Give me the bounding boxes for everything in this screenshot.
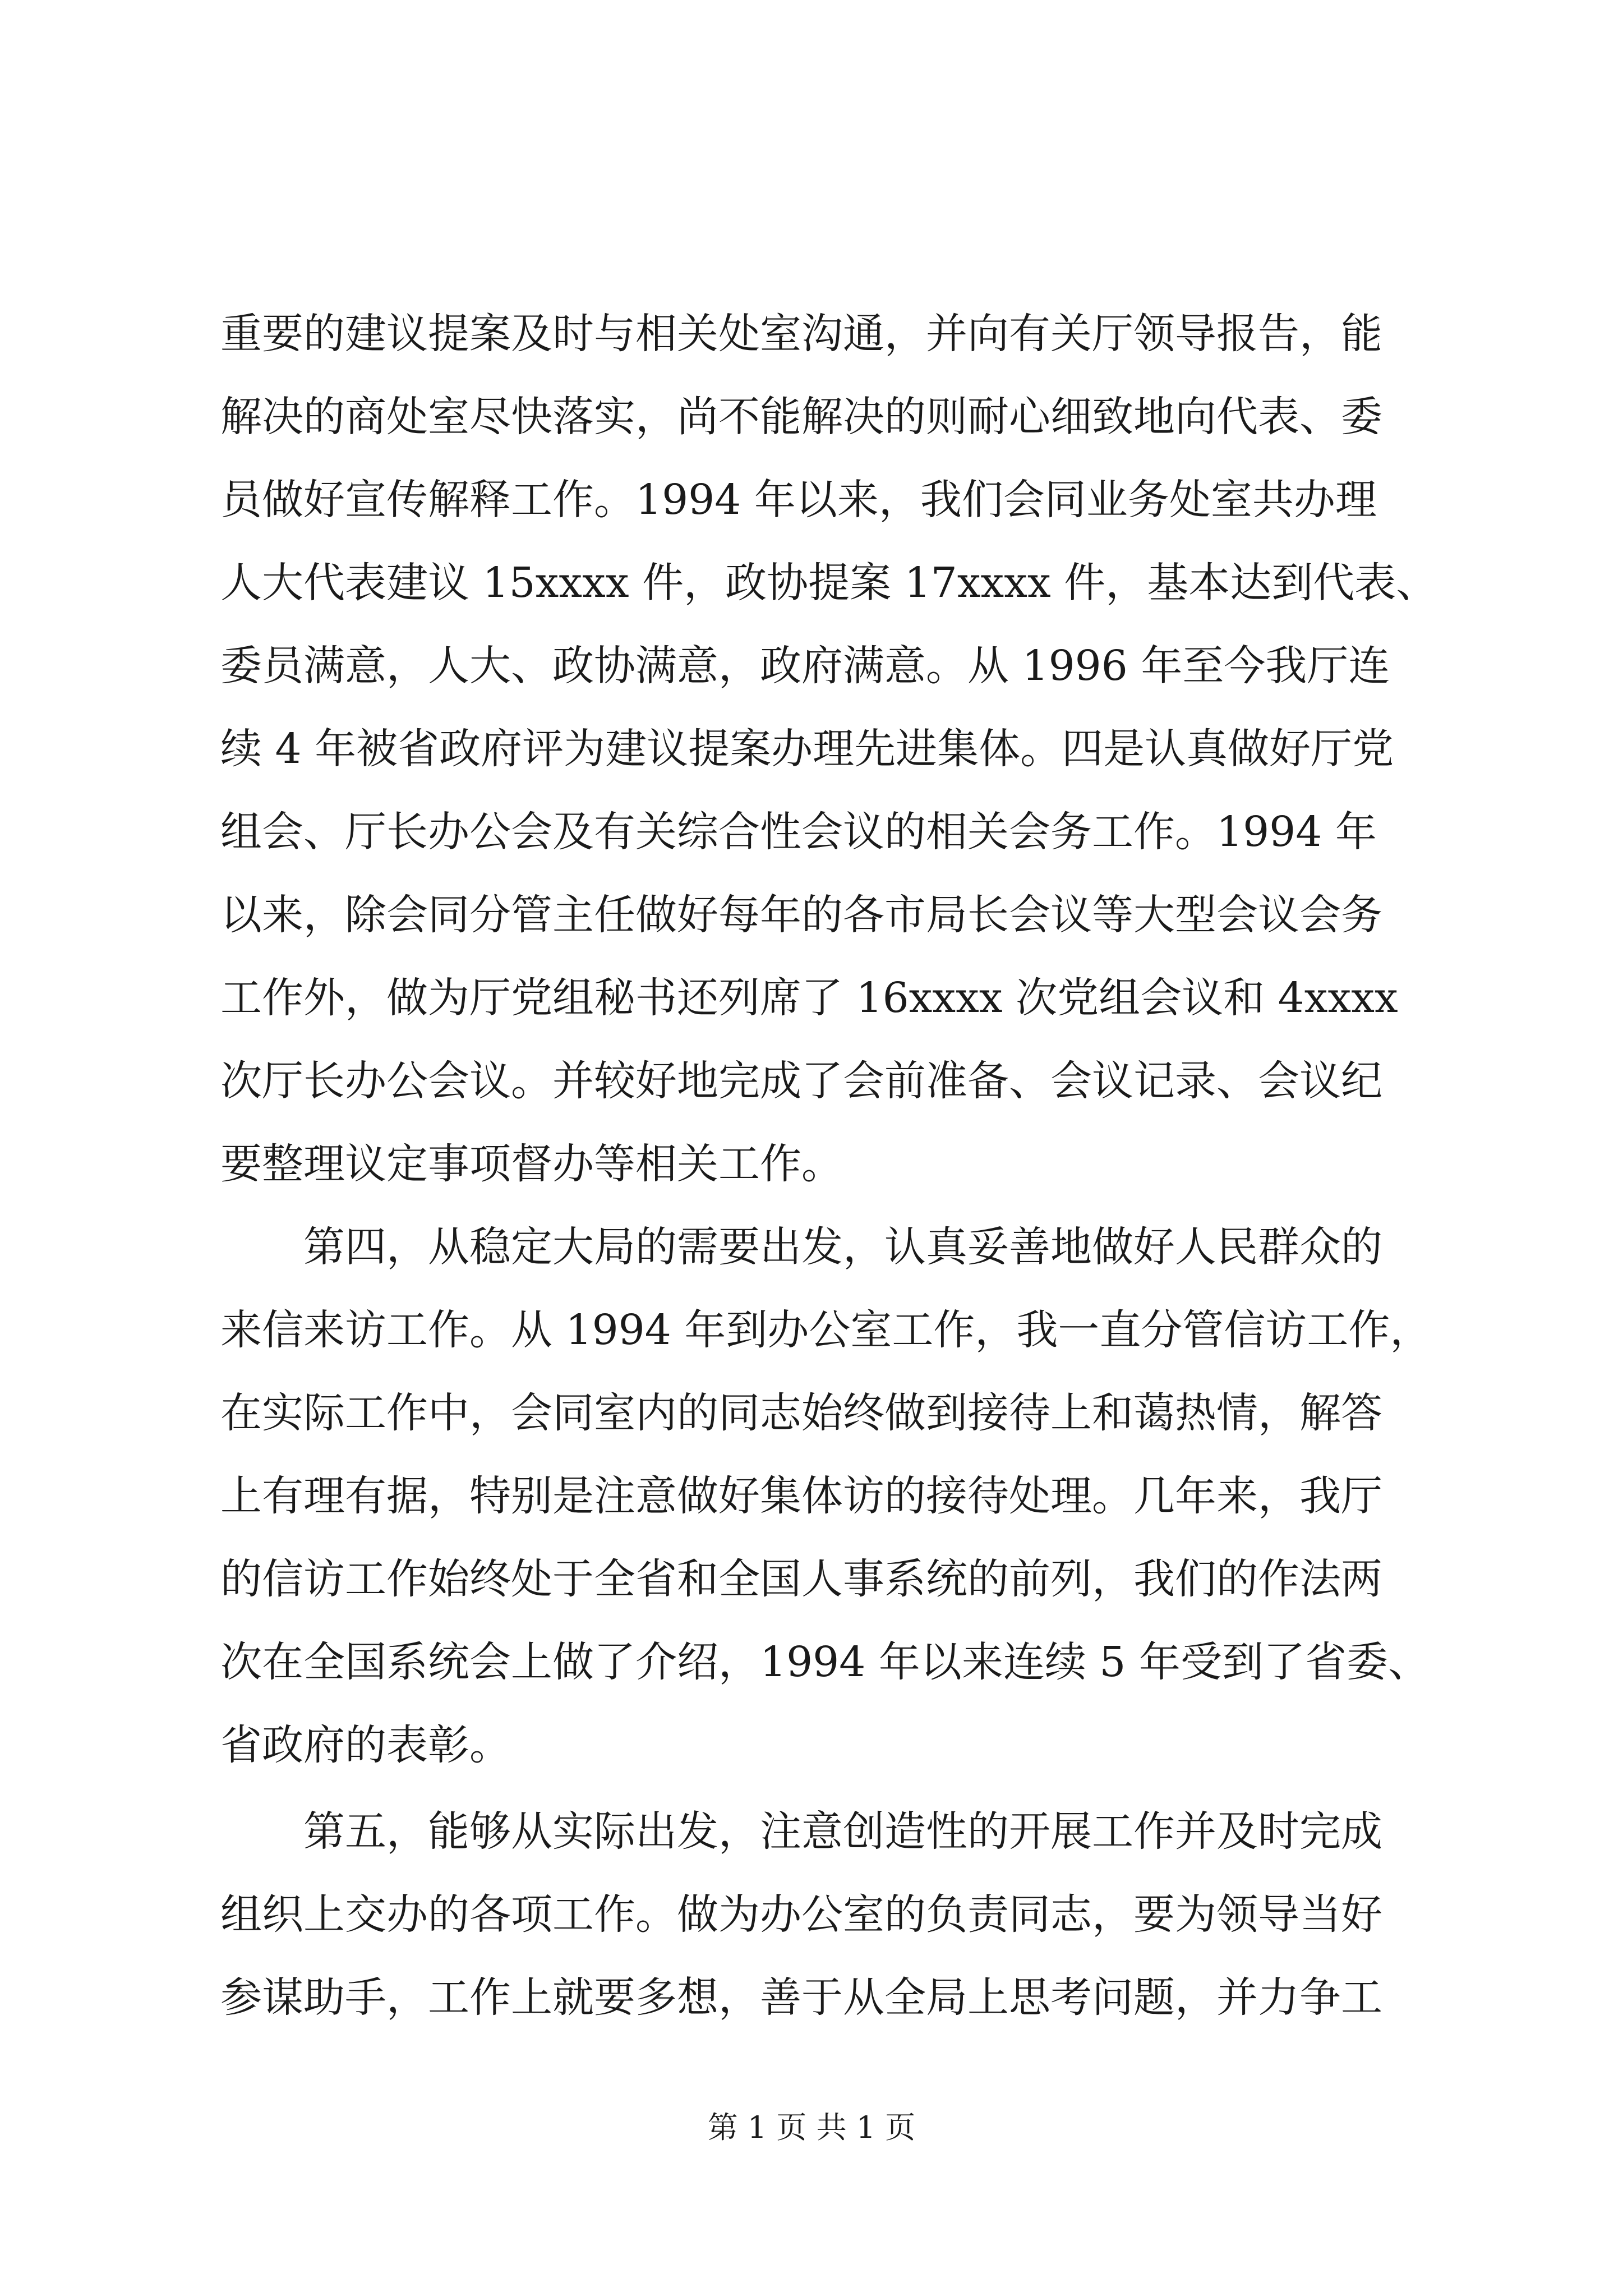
text-line: 参谋助手，工作上就要多想，善于从全局上思考问题，并力争工 [220,1973,1382,2022]
text-line: 员做好宣传解释工作。1994 年以来，我们会同业务处室共办理 [220,476,1377,524]
text-line: 人大代表建议 15xxxx 件，政协提案 17xxxx 件，基本达到代表、 [220,559,1438,607]
text-line: 次厅长办公会议。并较好地完成了会前准备、会议记录、会议纪 [220,1057,1382,1105]
text-line: 组会、厅长办公会及有关综合性会议的相关会务工作。1994 年 [220,808,1377,856]
paragraph-first-line: 第四，从稳定大局的需要出发，认真妥善地做好人民群众的 [303,1223,1382,1271]
text-line: 的信访工作始终处于全省和全国人事系统的前列，我们的作法两 [220,1555,1382,1603]
text-line: 要整理议定事项督办等相关工作。 [220,1140,843,1188]
text-line: 重要的建议提案及时与相关处室沟通，并向有关厅领导报告，能 [220,310,1382,358]
page-footer: 第 1 页 共 1 页 [707,2110,916,2145]
text-line: 来信来访工作。从 1994 年到办公室工作，我一直分管信访工作， [220,1306,1432,1354]
text-line: 省政府的表彰。 [220,1721,511,1769]
text-line: 组织上交办的各项工作。做为办公室的负责同志，要为领导当好 [220,1890,1382,1939]
text-line: 以来，除会同分管主任做好每年的各市局长会议等大型会议会务 [220,891,1382,939]
text-line: 在实际工作中，会同室内的同志始终做到接待上和蔼热情，解答 [220,1389,1382,1437]
text-line: 上有理有据，特别是注意做好集体访的接待处理。几年来，我厅 [220,1472,1382,1520]
text-line: 委员满意，人大、政协满意，政府满意。从 1996 年至今我厅连 [220,642,1390,690]
text-line: 续 4 年被省政府评为建议提案办理先进集体。四是认真做好厅党 [220,725,1394,773]
text-line: 解决的商处室尽快落实，尚不能解决的则耐心细致地向代表、委 [220,393,1382,441]
text-line: 次在全国系统会上做了介绍，1994 年以来连续 5 年受到了省委、 [220,1638,1430,1686]
paragraph-first-line: 第五，能够从实际出发，注意创造性的开展工作并及时完成 [303,1807,1382,1856]
text-line: 工作外，做为厅党组秘书还列席了 16xxxx 次党组会议和 4xxxx [220,974,1398,1022]
